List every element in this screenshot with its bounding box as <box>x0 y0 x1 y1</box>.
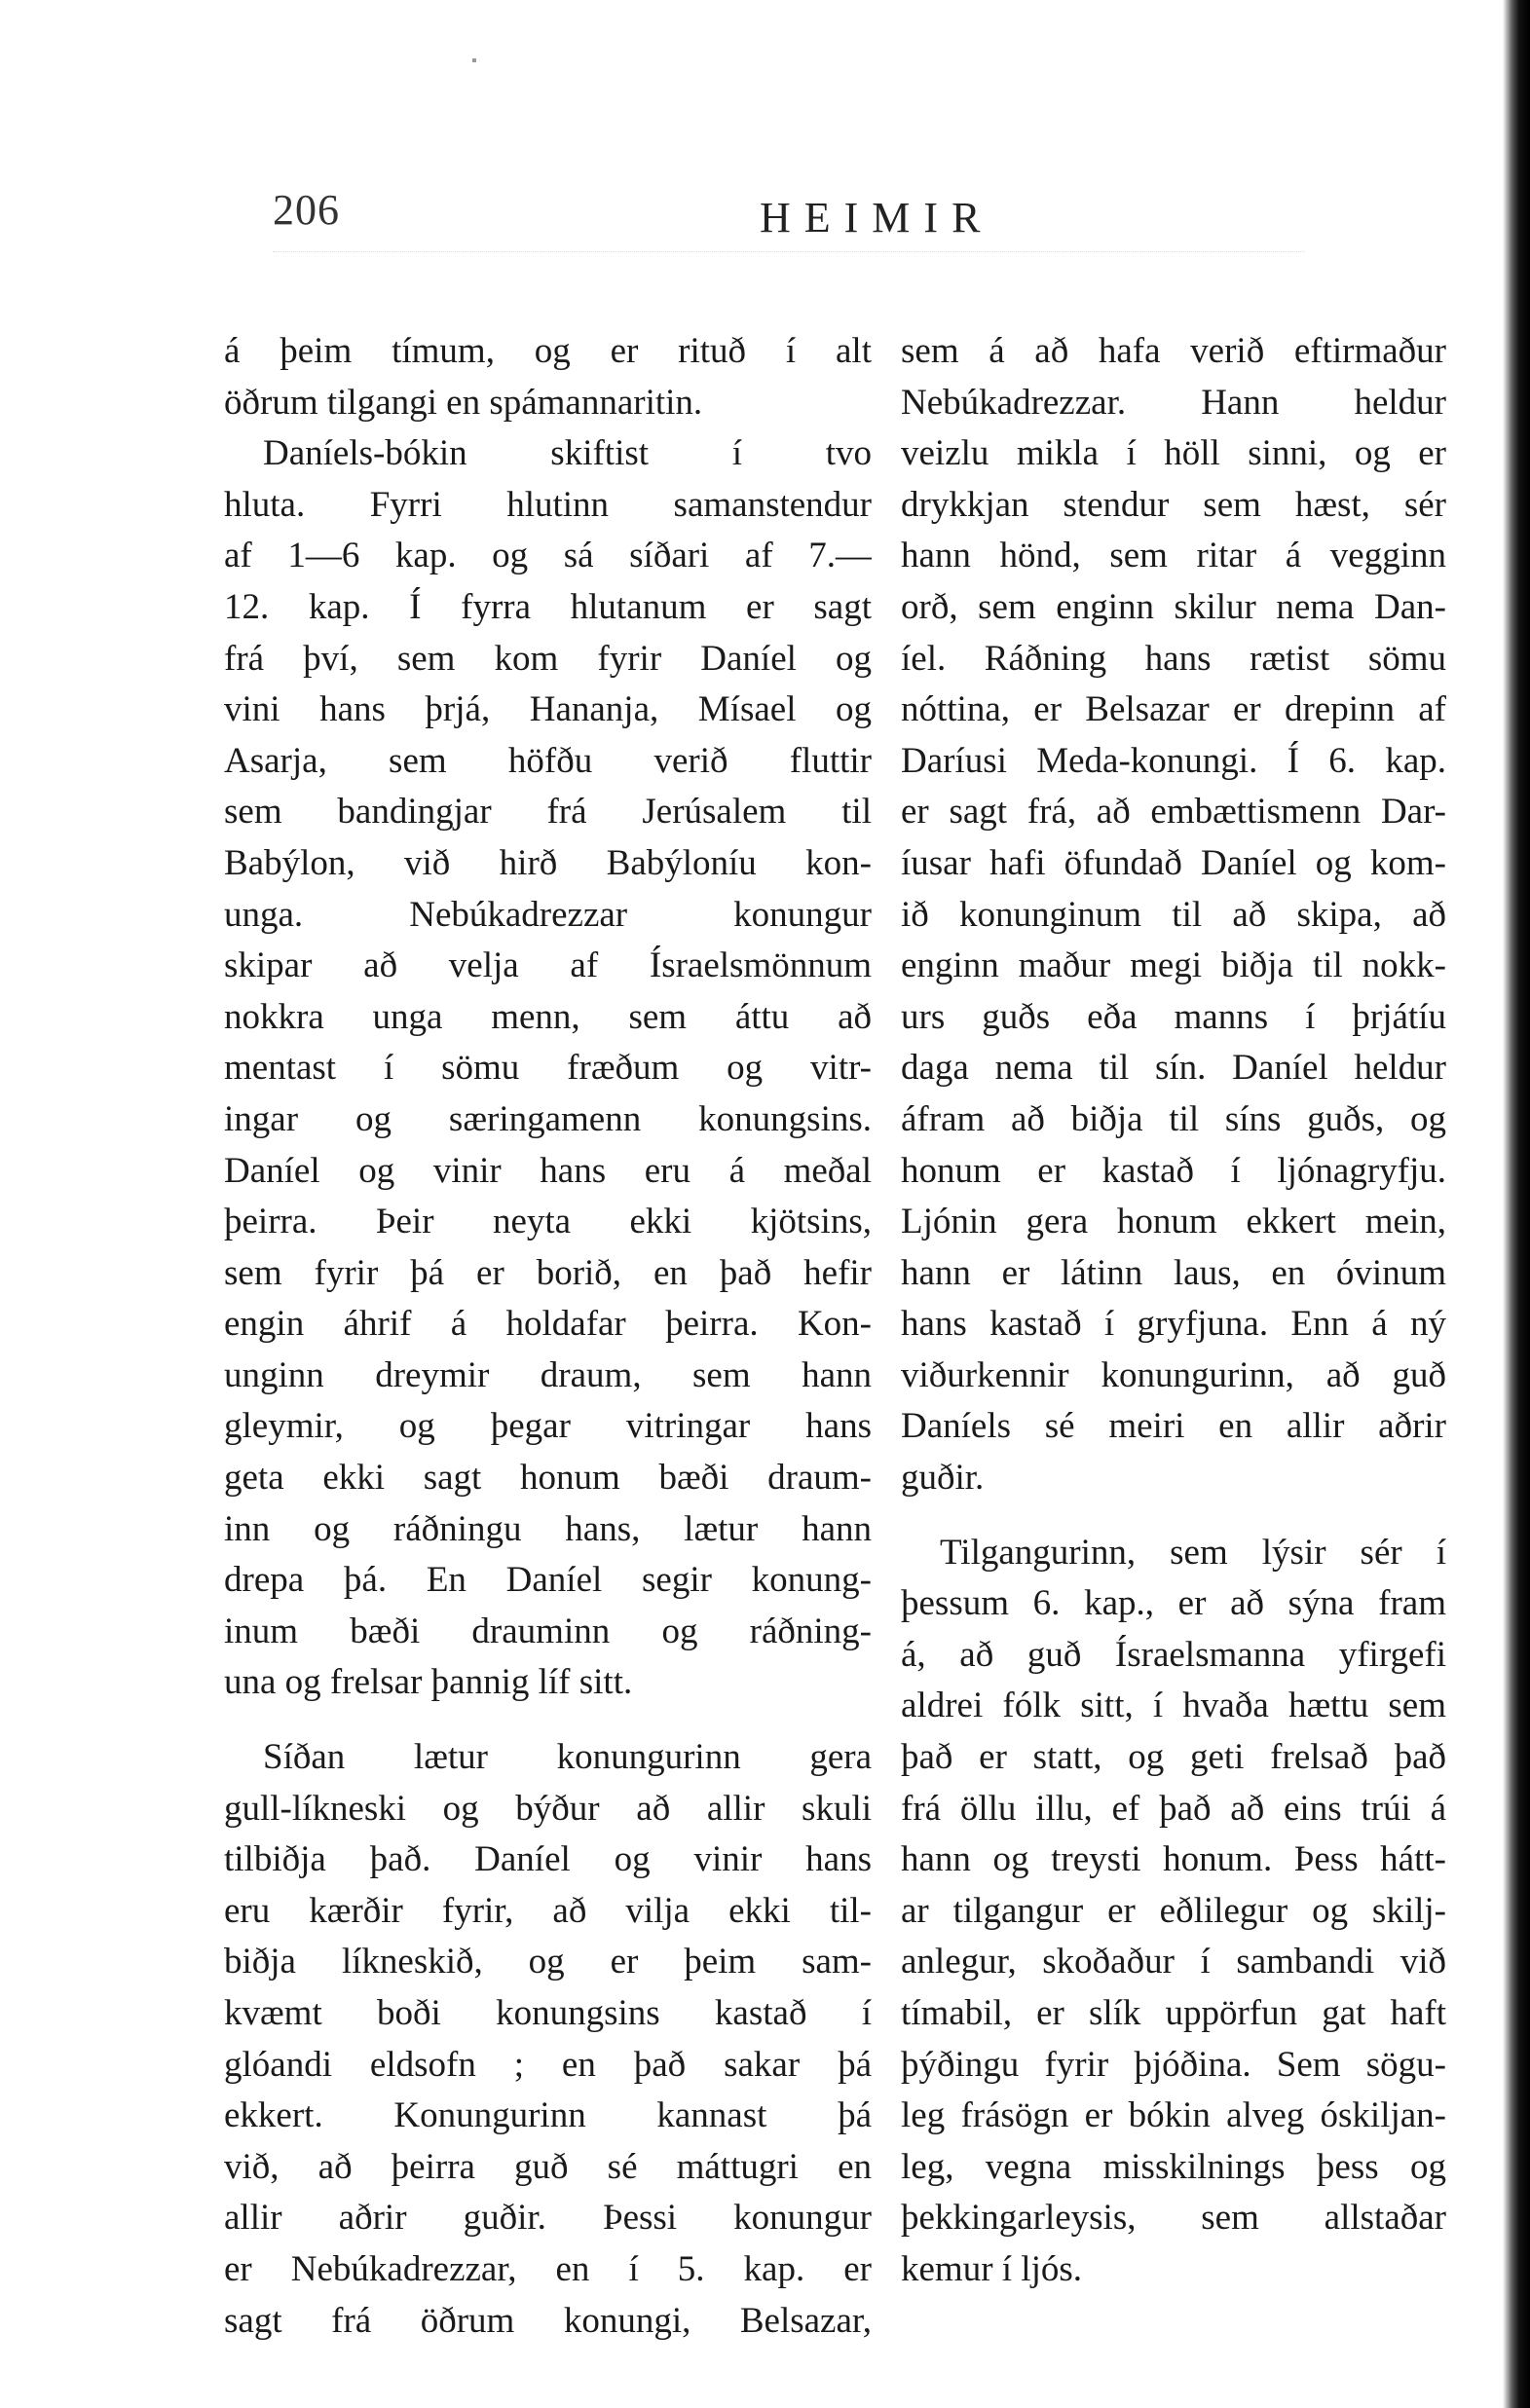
text-line: áfram að biðja til síns guðs, og <box>901 1098 1446 1139</box>
text-line: kvæmt boði konungsins kastað í <box>224 1993 872 2033</box>
text-line: það er statt, og geti frelsað það <box>901 1737 1446 1778</box>
text-line: mentast í sömu fræðum og vitr- <box>224 1048 872 1089</box>
header-rule <box>273 251 1305 253</box>
text-line: honum er kastað í ljónagryfju. <box>901 1150 1446 1191</box>
text-line: á þeim tímum, og er rituð í alt <box>224 331 872 371</box>
text-line: þessum 6. kap., er að sýna fram <box>901 1583 1446 1624</box>
text-line: þýðingu fyrir þjóðina. Sem sögu- <box>901 2044 1446 2085</box>
text-line: Daníel og vinir hans eru á meðal <box>224 1150 872 1191</box>
text-line: engin áhrif á holdafar þeirra. Kon- <box>224 1304 872 1345</box>
text-line: skipar að velja af Ísraelsmönnum <box>224 945 872 986</box>
text-line: er Nebúkadrezzar, en í 5. kap. er <box>224 2248 872 2289</box>
text-line: una og frelsar þannig líf sitt. <box>224 1662 633 1703</box>
text-line: eru kærðir fyrir, að vilja ekki til- <box>224 1890 872 1931</box>
text-line: hann og treysti honum. Þess hátt- <box>901 1839 1446 1880</box>
text-line: drepa þá. En Daníel segir konung- <box>224 1560 872 1601</box>
text-line: orð, sem enginn skilur nema Dan- <box>901 586 1446 627</box>
text-line: 12. kap. Í fyrra hlutanum er sagt <box>224 586 872 627</box>
text-line: Daríusi Meda-konungi. Í 6. kap. <box>901 740 1446 781</box>
text-line: nóttina, er Belsazar er drepinn af <box>901 689 1446 730</box>
text-line: urs guðs eða manns í þrjátíu <box>901 996 1446 1037</box>
text-line: sem bandingjar frá Jerúsalem til <box>224 792 872 833</box>
text-line: á, að guð Ísraelsmanna yfirgefi <box>901 1634 1446 1675</box>
text-line: leg frásögn er bókin alveg óskiljan- <box>901 2095 1446 2136</box>
text-line: veizlu mikla í höll sinni, og er <box>901 433 1446 474</box>
text-line: viðurkennir konungurinn, að guð <box>901 1354 1446 1395</box>
text-line: daga nema til sín. Daníel heldur <box>901 1048 1446 1089</box>
text-line: inum bæði drauminn og ráðning- <box>224 1611 872 1651</box>
text-line: Tilgangurinn, sem lýsir sér í <box>940 1532 1446 1573</box>
text-line: ingar og særingamenn konungsins. <box>224 1098 872 1139</box>
paragraph-gap <box>901 1504 1446 1528</box>
text-line: Asarja, sem höfðu verið fluttir <box>224 740 872 781</box>
text-line: aldrei fólk sitt, í hvaða hættu sem <box>901 1686 1446 1726</box>
text-line: frá öllu illu, ef það að eins trúi á <box>901 1788 1446 1829</box>
running-head: HEIMIR <box>760 194 994 241</box>
text-line: hans kastað í gryfjuna. Enn á ný <box>901 1304 1446 1345</box>
text-line: þekkingarleysis, sem allstaðar <box>901 2198 1446 2239</box>
text-line: íusar hafi öfundað Daníel og kom- <box>901 842 1446 883</box>
text-line: glóandi eldsofn ; en það sakar þá <box>224 2044 872 2085</box>
text-line: biðja líkneskið, og er þeim sam- <box>224 1942 872 1982</box>
text-line: guðir. <box>901 1458 985 1499</box>
page-edge-shadow <box>1503 0 1530 2408</box>
margin-speck <box>472 58 476 62</box>
text-line: drykkjan stendur sem hæst, sér <box>901 484 1446 525</box>
text-line: ið konunginum til að skipa, að <box>901 894 1446 935</box>
text-line: kemur í ljós. <box>901 2248 1083 2289</box>
left-column <box>224 326 872 2347</box>
page-number: 206 <box>273 186 340 234</box>
text-line: hluta. Fyrri hlutinn samanstendur <box>224 484 872 525</box>
text-line: þeirra. Þeir neyta ekki kjötsins, <box>224 1202 872 1242</box>
text-line: tímabil, er slík uppörfun gat haft <box>901 1993 1446 2033</box>
text-line: af 1—6 kap. og sá síðari af 7.— <box>224 536 872 576</box>
text-line: Nebúkadrezzar. Hann heldur <box>901 382 1446 423</box>
text-line: Síðan lætur konungurinn gera <box>263 1737 872 1778</box>
right-column <box>901 326 1446 2296</box>
text-line: enginn maður megi biðja til nokk- <box>901 945 1446 986</box>
text-line: allir aðrir guðir. Þessi konungur <box>224 2198 872 2239</box>
text-line: við, að þeirra guð sé máttugri en <box>224 2146 872 2187</box>
text-line: Daníels-bókin skiftist í tvo <box>263 433 872 474</box>
text-line: íel. Ráðning hans rætist sömu <box>901 638 1446 679</box>
text-line: hann hönd, sem ritar á vegginn <box>901 536 1446 576</box>
text-line: inn og ráðningu hans, lætur hann <box>224 1508 872 1549</box>
text-line: anlegur, skoðaður í sambandi við <box>901 1942 1446 1982</box>
text-line: öðrum tilgangi en spámannaritin. <box>224 382 703 423</box>
text-line: Ljónin gera honum ekkert mein, <box>901 1202 1446 1242</box>
paragraph-gap <box>224 1709 872 1732</box>
text-line: unga. Nebúkadrezzar konungur <box>224 894 872 935</box>
text-line: nokkra unga menn, sem áttu að <box>224 996 872 1037</box>
text-line: er sagt frá, að embættismenn Dar- <box>901 792 1446 833</box>
text-line: ekkert. Konungurinn kannast þá <box>224 2095 872 2136</box>
text-line: unginn dreymir draum, sem hann <box>224 1354 872 1395</box>
text-line: leg, vegna misskilnings þess og <box>901 2146 1446 2187</box>
text-line: geta ekki sagt honum bæði draum- <box>224 1458 872 1499</box>
text-line: ar tilgangur er eðlilegur og skilj- <box>901 1890 1446 1931</box>
text-line: sem á að hafa verið eftirmaður <box>901 331 1446 371</box>
text-line: tilbiðja það. Daníel og vinir hans <box>224 1839 872 1880</box>
text-line: Babýlon, við hirð Babýloníu kon- <box>224 842 872 883</box>
text-line: sem fyrir þá er borið, en það hefir <box>224 1252 872 1293</box>
text-line: hann er látinn laus, en óvinum <box>901 1252 1446 1293</box>
text-line: frá því, sem kom fyrir Daníel og <box>224 638 872 679</box>
text-line: gull-líkneski og býður að allir skuli <box>224 1788 872 1829</box>
text-line: vini hans þrjá, Hananja, Mísael og <box>224 689 872 730</box>
text-line: gleymir, og þegar vitringar hans <box>224 1406 872 1447</box>
text-line: sagt frá öðrum konungi, Belsazar, <box>224 2300 872 2341</box>
text-line: Daníels sé meiri en allir aðrir <box>901 1406 1446 1447</box>
